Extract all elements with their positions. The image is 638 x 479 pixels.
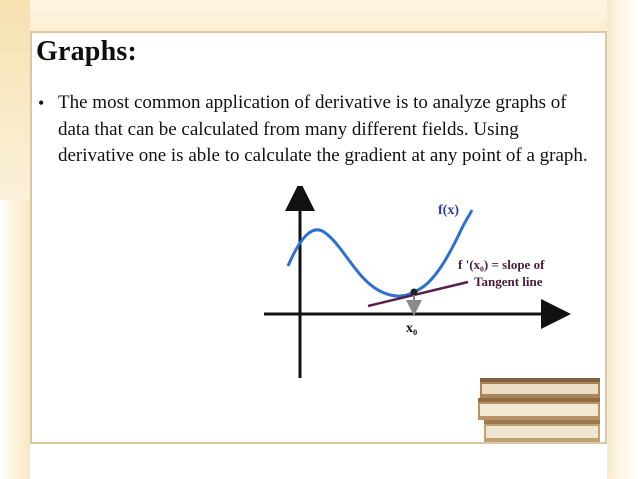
function-label: f(x) (438, 203, 459, 218)
bullet-text: The most common application of derivative is to analyze graphs of data that can be calculated from many different fields. Using derivative one is able to calculate the gradient at any point of a graph. (58, 92, 588, 166)
slope-label-line2: Tangent line (474, 274, 543, 289)
x0-label: x₀ (406, 321, 418, 336)
bullet-icon: • (38, 93, 45, 113)
graph-svg (238, 186, 596, 382)
page-title: Graphs: (36, 36, 137, 67)
decorative-right-band (607, 0, 638, 479)
derivative-graph-figure (238, 186, 596, 382)
tangent-point (411, 289, 418, 296)
slope-label-line1: f '(x₀) = slope of (458, 257, 545, 272)
decorative-top-left-band (0, 0, 30, 200)
function-curve (288, 210, 472, 296)
books-icon (476, 376, 602, 444)
decorative-top-band (30, 0, 607, 31)
